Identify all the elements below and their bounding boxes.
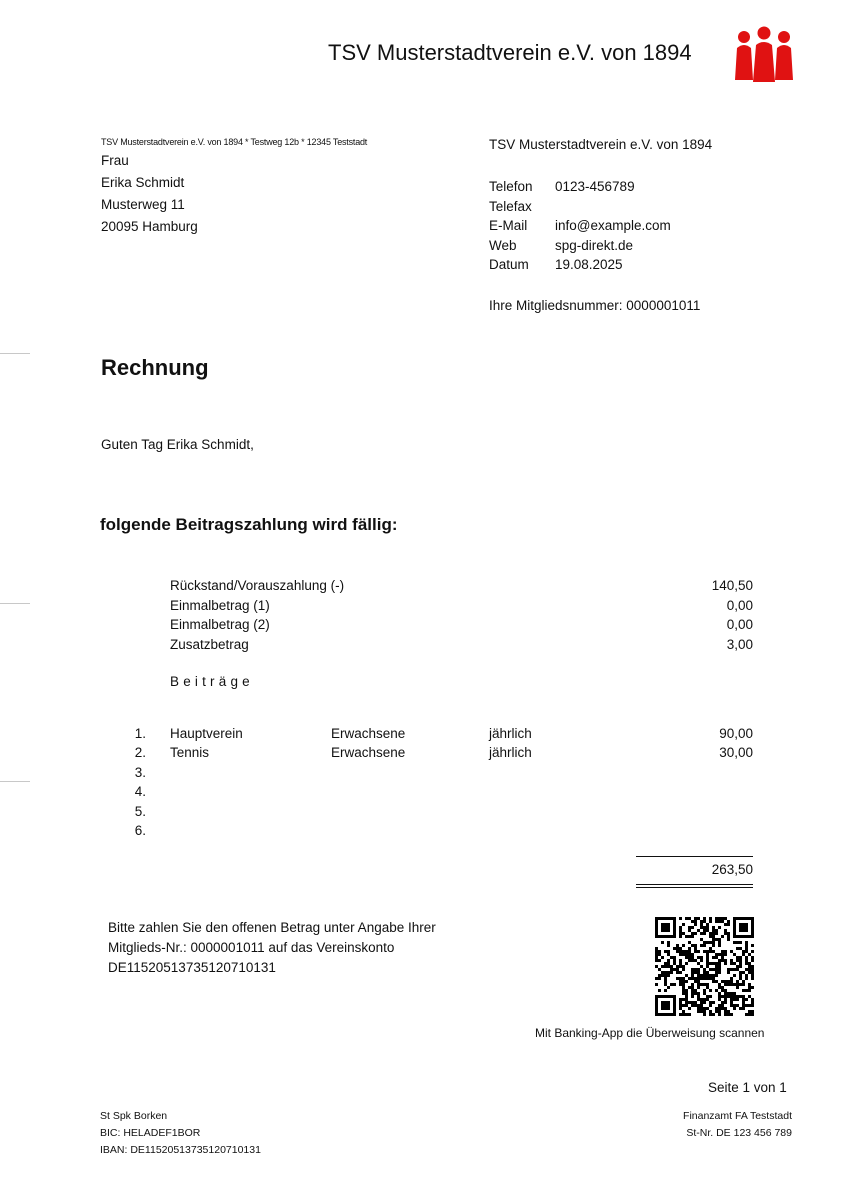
qr-caption: Mit Banking-App die Überweisung scannen bbox=[535, 1026, 765, 1040]
fees-table bbox=[130, 724, 753, 840]
fee-number: 2. bbox=[134, 745, 146, 761]
contact-row-phone bbox=[489, 177, 671, 197]
contact-label: E-Mail bbox=[489, 218, 528, 233]
footer-iban: IBAN: DE11520513735120710131 bbox=[100, 1144, 261, 1156]
line-item bbox=[170, 596, 753, 616]
line-items bbox=[170, 576, 753, 654]
fold-mark-top bbox=[0, 353, 30, 354]
contact-label: Web bbox=[489, 237, 517, 253]
footer-bank-details bbox=[100, 1108, 261, 1159]
line-item-label: Zusatzbetrag bbox=[170, 636, 249, 652]
fee-number: 6. bbox=[134, 822, 146, 838]
fee-number: 5. bbox=[134, 803, 146, 819]
payment-qr-code bbox=[655, 917, 754, 1016]
fee-row bbox=[130, 821, 753, 840]
contact-label: Telefax bbox=[489, 198, 532, 214]
fee-number: 3. bbox=[134, 764, 146, 780]
document-title: Rechnung bbox=[101, 355, 209, 380]
line-item-amount: 0,00 bbox=[726, 597, 753, 613]
info-org-name: TSV Musterstadtverein e.V. von 1894 bbox=[489, 137, 713, 152]
line-item-label: Rückstand/Vorauszahlung (-) bbox=[170, 578, 345, 593]
recipient-address bbox=[101, 150, 198, 238]
total-rule-double bbox=[636, 887, 753, 888]
total-rule-double bbox=[636, 884, 753, 885]
contact-row-email bbox=[489, 216, 671, 236]
fold-mark-middle bbox=[0, 603, 30, 604]
fee-category: Erwachsene bbox=[331, 745, 406, 761]
fee-amount: 90,00 bbox=[719, 726, 753, 741]
line-item bbox=[170, 576, 753, 596]
fee-name: Hauptverein bbox=[170, 726, 243, 741]
contact-row-fax bbox=[489, 197, 671, 217]
line-item-label: Einmalbetrag (2) bbox=[170, 617, 270, 632]
total-rule-top bbox=[636, 856, 753, 857]
section-subheading: folgende Beitragszahlung wird fällig: bbox=[100, 515, 398, 534]
line-item bbox=[170, 635, 753, 655]
contact-row-date bbox=[489, 255, 671, 275]
contact-value: 19.08.2025 bbox=[555, 257, 623, 272]
payment-instructions bbox=[108, 918, 436, 978]
contact-value: info@example.com bbox=[555, 218, 671, 233]
line-item-amount: 3,00 bbox=[726, 636, 753, 652]
payment-iban: DE11520513735120710131 bbox=[108, 960, 276, 975]
fee-row bbox=[130, 724, 753, 743]
footer-tax-number: St-Nr. DE 123 456 789 bbox=[686, 1127, 792, 1139]
fee-frequency: jährlich bbox=[489, 745, 532, 761]
greeting: Guten Tag Erika Schmidt, bbox=[101, 437, 254, 452]
footer-tax-office: Finanzamt FA Teststadt bbox=[683, 1110, 792, 1122]
fee-row bbox=[130, 782, 753, 801]
contact-details bbox=[489, 177, 671, 275]
contact-value: 0123-456789 bbox=[555, 179, 635, 194]
sender-return-line: TSV Musterstadtverein e.V. von 1894 * Testweg 12b * 12345 Teststadt bbox=[101, 137, 368, 147]
page-number: Seite 1 von 1 bbox=[708, 1080, 787, 1095]
recipient-city: 20095 Hamburg bbox=[101, 219, 198, 234]
fold-mark-bottom bbox=[0, 781, 30, 782]
fee-number: 1. bbox=[134, 726, 146, 741]
fee-number: 4. bbox=[134, 784, 146, 800]
fees-heading: Beiträge bbox=[170, 674, 254, 689]
line-item-amount: 0,00 bbox=[726, 617, 753, 632]
payment-line: Mitglieds-Nr.: 0000001011 auf das Vereinskonto bbox=[108, 940, 395, 955]
line-item bbox=[170, 615, 753, 635]
club-logo-icon bbox=[733, 26, 795, 84]
contact-label: Datum bbox=[489, 257, 529, 272]
line-item-label: Einmalbetrag (1) bbox=[170, 597, 270, 613]
contact-row-web bbox=[489, 236, 671, 256]
payment-line: Bitte zahlen Sie den offenen Betrag unter Angabe Ihrer bbox=[108, 920, 436, 935]
fee-name: Tennis bbox=[170, 745, 210, 761]
total-amount: 263,50 bbox=[711, 862, 753, 877]
contact-value: spg-direkt.de bbox=[555, 237, 634, 253]
fee-amount: 30,00 bbox=[719, 745, 753, 761]
club-header-title: TSV Musterstadtverein e.V. von 1894 bbox=[328, 40, 692, 65]
recipient-salutation: Frau bbox=[101, 153, 129, 168]
footer-bank-name: St Spk Borken bbox=[100, 1110, 168, 1122]
contact-label: Telefon bbox=[489, 179, 533, 194]
member-number: Ihre Mitgliedsnummer: 0000001011 bbox=[489, 298, 701, 313]
recipient-street: Musterweg 11 bbox=[101, 197, 185, 212]
fee-frequency: jährlich bbox=[489, 726, 532, 741]
fee-row bbox=[130, 743, 753, 762]
line-item-amount: 140,50 bbox=[711, 578, 753, 593]
fee-category: Erwachsene bbox=[331, 726, 406, 741]
fee-row bbox=[130, 802, 753, 821]
footer-bic: BIC: HELADEF1BOR bbox=[100, 1127, 201, 1139]
recipient-name: Erika Schmidt bbox=[101, 175, 185, 190]
fee-row bbox=[130, 763, 753, 782]
footer-tax-details bbox=[683, 1108, 792, 1142]
